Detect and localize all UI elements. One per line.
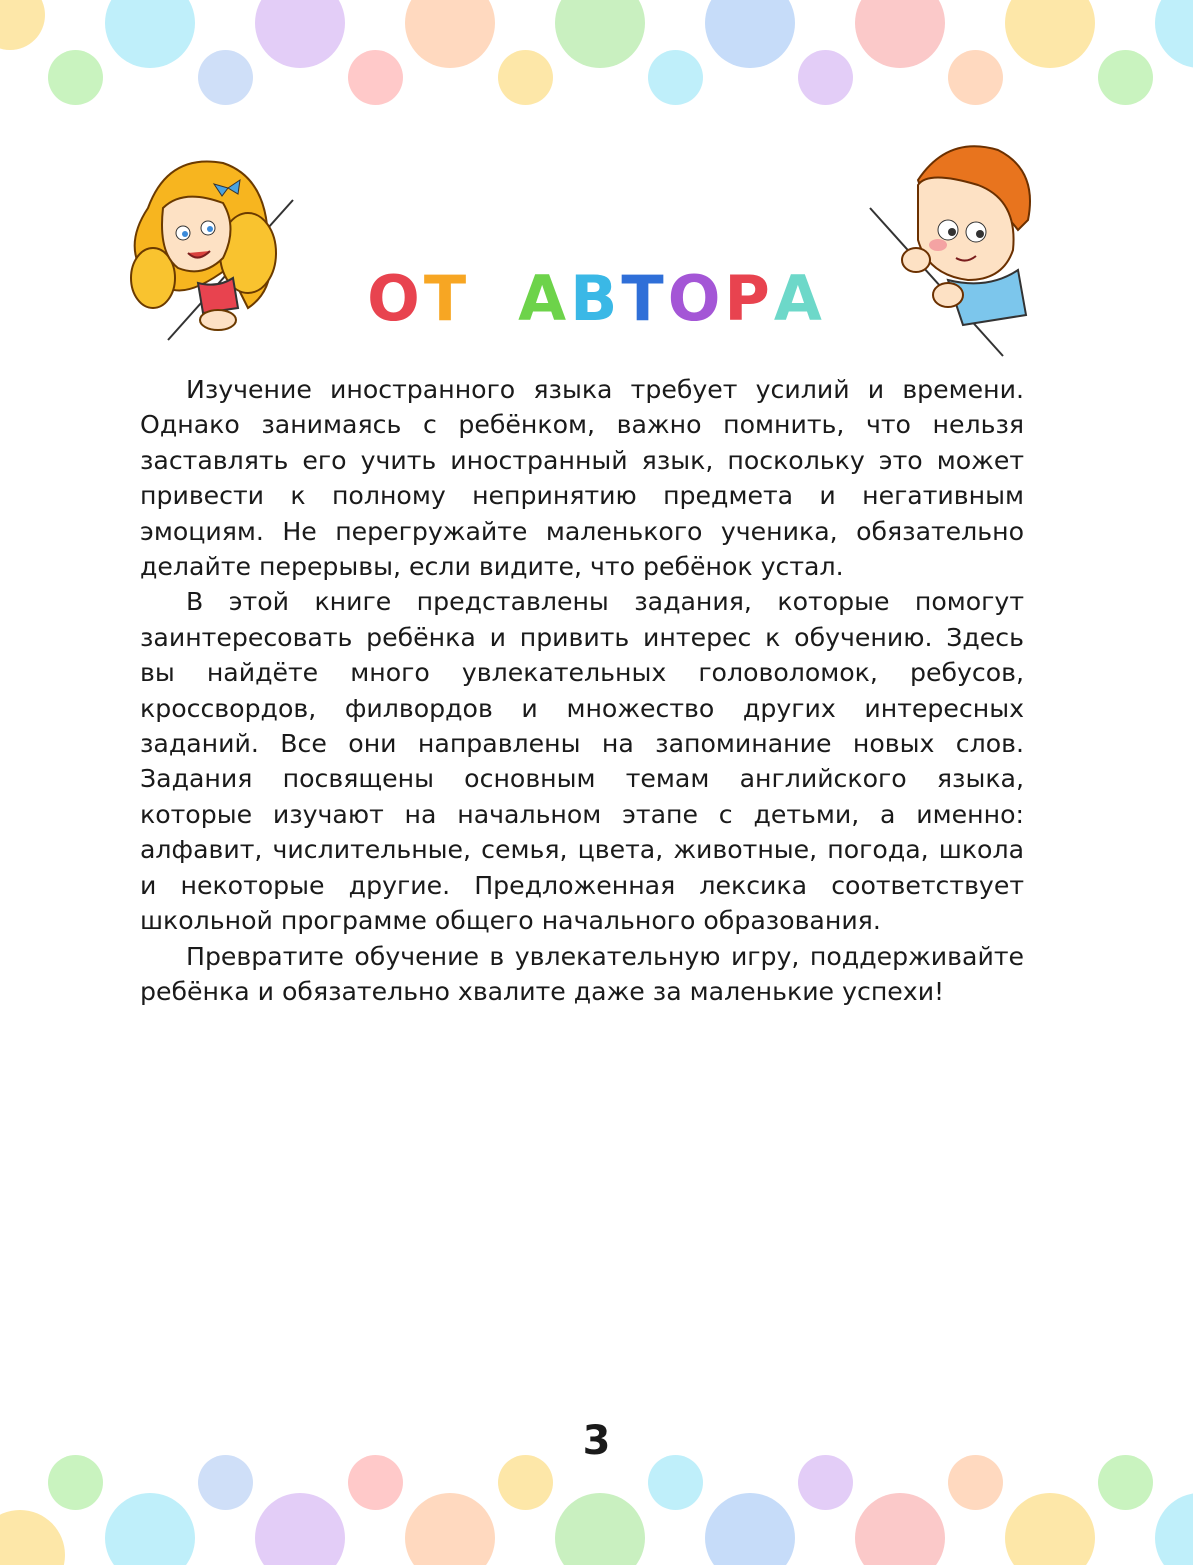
decor-dot [405,0,495,68]
decor-dot [705,0,795,68]
title-letter: Т [621,262,668,335]
decor-dot [255,0,345,68]
paragraph: Превратите обучение в увлекательную игру, поддерживайте ребёнка и обязательно хвалите даже за маленькие успехи! [140,941,1024,1006]
title-letter: Р [724,262,774,335]
boy-peeking-icon [868,140,1043,360]
paragraph: Изучение иностранного языка требует усилий и времени. Однако занимаясь с ребёнком, важно помнить, что нельзя заставлять его учить иностранный язык, поскольку это может привести к полному непринятию предмета и негативным эмоциям. Не перегружайте маленького ученика, обязательно делайте перерывы, если видите, что ребёнок устал. [140,375,1024,582]
bottom-dots-border [0,1445,1193,1565]
decor-dot [498,1455,553,1510]
title-letter: О [667,262,725,335]
decor-dot [255,1493,345,1565]
body-text [140,372,1024,1009]
page-number: 3 [582,1418,611,1464]
decor-dot [1005,1493,1095,1565]
decor-dot [555,0,645,68]
title-letter: О [367,262,424,335]
decor-dot [1098,50,1153,105]
decor-dot [1098,1455,1153,1510]
title-letter: А [518,262,571,335]
decor-dot [348,1455,403,1510]
decor-dot [198,50,253,105]
decor-dot [648,1455,703,1510]
decor-dot [948,50,1003,105]
decor-dot [1005,0,1095,68]
title-letter: В [570,262,622,335]
page-title [300,262,893,335]
decor-dot [48,50,103,105]
decor-dot [198,1455,253,1510]
decor-dot [648,50,703,105]
decor-dot [0,1510,65,1565]
decor-dot [48,1455,103,1510]
decor-dot [855,1493,945,1565]
decor-dot [105,1493,195,1565]
title-letter: Т [423,262,471,335]
title-letter: А [773,262,826,335]
decor-dot [348,50,403,105]
paragraph: В этой книге представлены задания, которые помогут заинтересовать ребёнка и привить интерес к обучению. Здесь вы найдёте много увлекательных головоломок, ребусов, кроссвордов, филвордов и множество других интересных заданий. Все они направлены на запоминание новых слов. Задания посвящены основным темам английского языка, которые изучают на начальном этапе с детьми, а именно: алфавит, числительные, семья, цвета, животные, погода, школа и некоторые другие. Предложенная лексика соответствует школьной программе общего начального образования. [140,587,1024,936]
decor-dot [0,0,45,50]
girl-peeking-icon [128,148,298,343]
decor-dot [1155,0,1193,68]
decor-dot [705,1493,795,1565]
decor-dot [1155,1493,1193,1565]
decor-dot [498,50,553,105]
decor-dot [948,1455,1003,1510]
decor-dot [105,0,195,68]
decor-dot [798,50,853,105]
decor-dot [855,0,945,68]
decor-dot [405,1493,495,1565]
decor-dot [555,1493,645,1565]
top-dots-border [0,0,1193,120]
decor-dot [798,1455,853,1510]
